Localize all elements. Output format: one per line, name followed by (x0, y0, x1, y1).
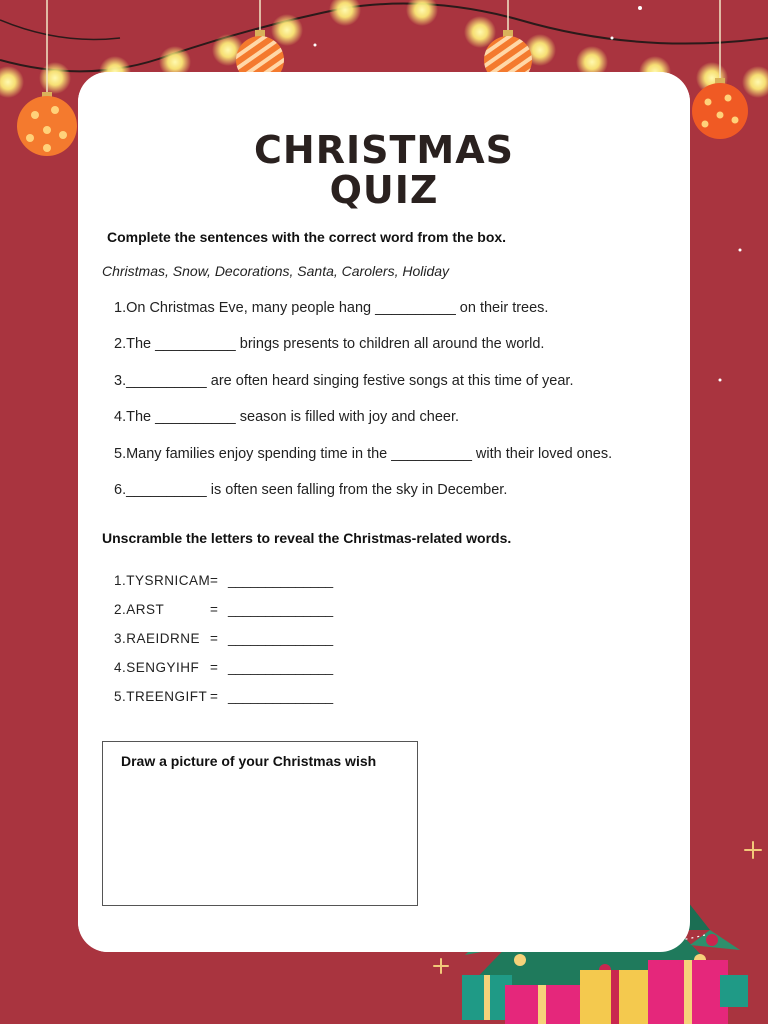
drawing-box-label: Draw a picture of your Christmas wish (121, 753, 377, 769)
question-3: 3.__________ are often heard singing festive songs at this time of year. (114, 373, 574, 389)
answer-blank: ______________ (228, 660, 334, 675)
equals-sign: = (210, 631, 218, 646)
equals-sign: = (210, 602, 218, 617)
equals-sign: = (210, 660, 218, 675)
page-title: CHRISTMAS (254, 128, 514, 172)
unscramble-item (114, 631, 333, 646)
page-title-line2: QUIZ (329, 168, 439, 212)
section1-instruction: Complete the sentences with the correct word from the box. (107, 229, 507, 245)
unscramble-item (114, 660, 333, 675)
equals-sign: = (210, 689, 218, 704)
scrambled-word: 3.RAEIDRNE (114, 631, 201, 646)
unscramble-item (114, 689, 333, 704)
answer-blank: ______________ (228, 631, 334, 646)
scrambled-word: 1.TYSRNICAM (114, 573, 211, 588)
question-5: 5.Many families enjoy spending time in the __________ with their loved ones. (114, 446, 613, 462)
drawing-box[interactable] (102, 741, 418, 906)
answer-blank: ______________ (228, 602, 334, 617)
answer-blank: ______________ (228, 689, 334, 704)
question-6: 6.__________ is often seen falling from the sky in December. (114, 482, 508, 498)
unscramble-item (114, 573, 333, 588)
scrambled-word: 4.SENGYIHF (114, 660, 200, 675)
answer-blank: ______________ (228, 573, 334, 588)
question-4: 4.The __________ season is filled with joy and cheer. (114, 409, 460, 425)
scrambled-word: 2.ARST (114, 602, 165, 617)
equals-sign: = (210, 573, 218, 588)
question-2: 2.The __________ brings presents to children all around the world. (114, 336, 545, 352)
scrambled-word: 5.TREENGIFT (114, 689, 208, 704)
section2-instruction: Unscramble the letters to reveal the Christmas-related words. (102, 530, 512, 546)
unscramble-item (114, 602, 333, 617)
word-box: Christmas, Snow, Decorations, Santa, Carolers, Holiday (102, 263, 450, 279)
question-1: 1.On Christmas Eve, many people hang __________ on their trees. (114, 300, 549, 316)
